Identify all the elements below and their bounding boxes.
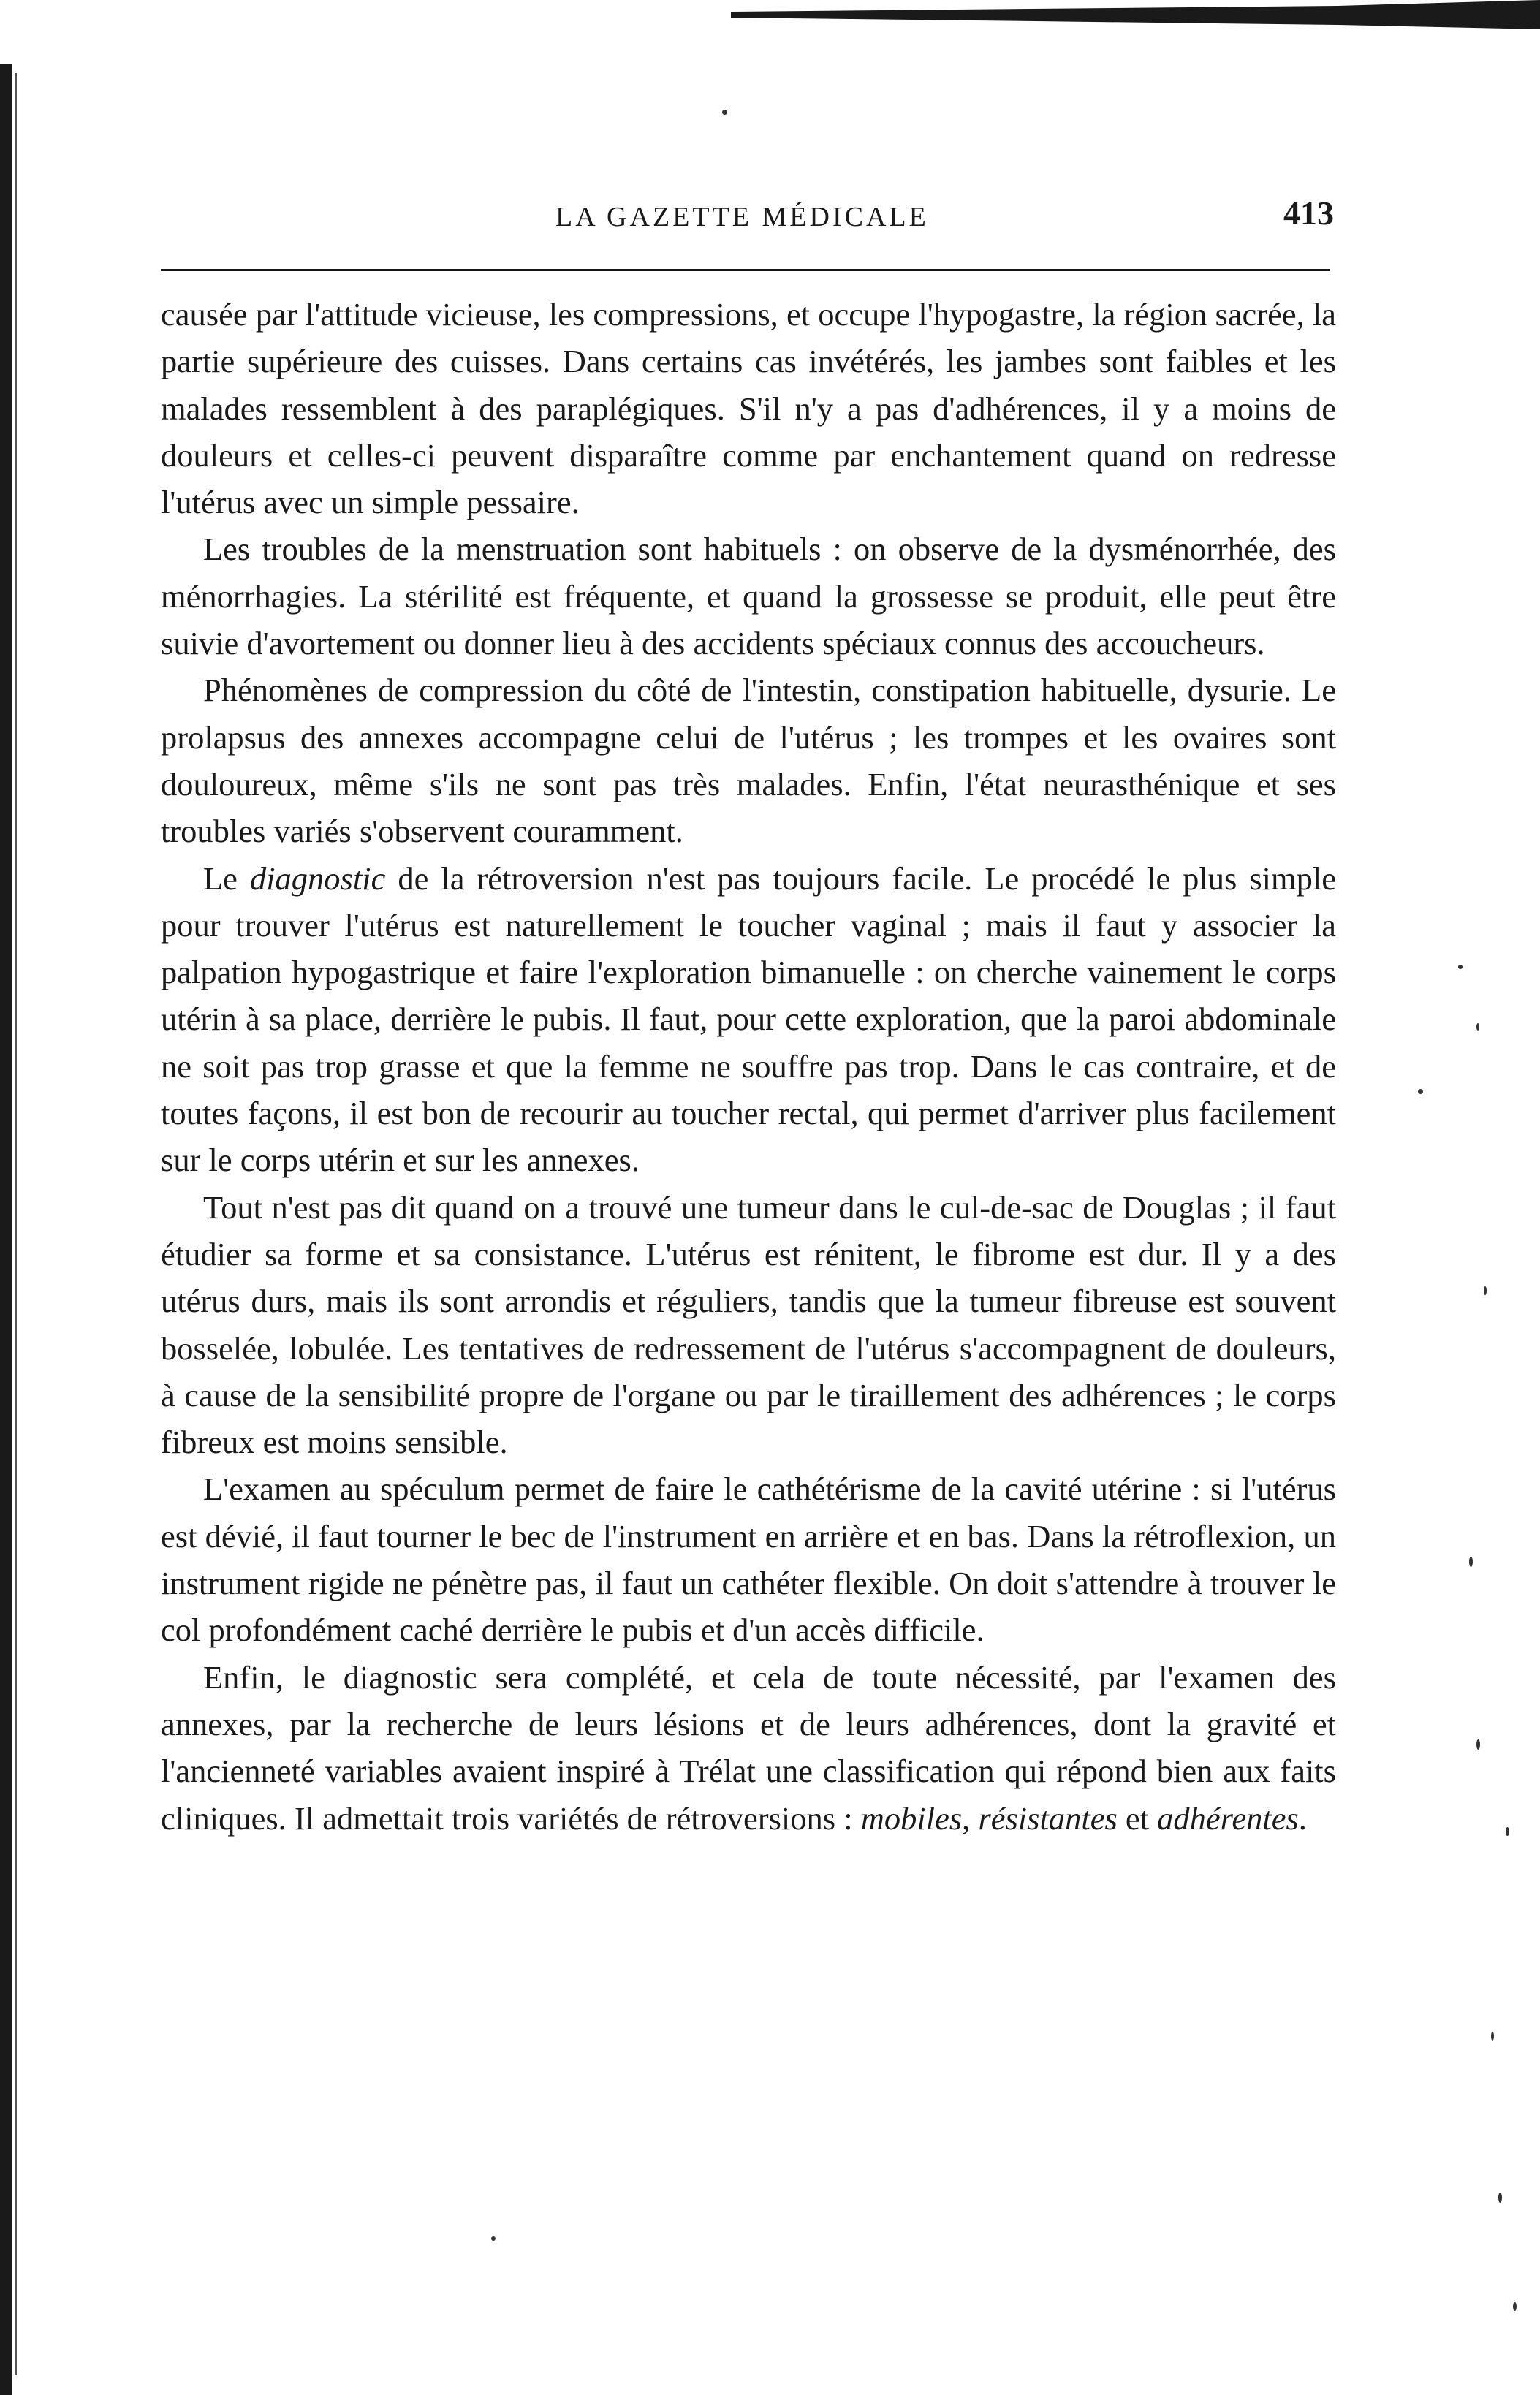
scan-speck — [1506, 1827, 1509, 1836]
paragraph-4-start: Le — [203, 859, 250, 897]
italic-diagnostic: diagnostic — [249, 859, 386, 897]
scan-speck — [1469, 1557, 1473, 1567]
scan-artifact-left-edge — [0, 64, 12, 2395]
italic-adherentes: adhérentes — [1157, 1799, 1299, 1837]
paragraph-7-start: Enfin, le diagnostic sera complété, et cela de toute nécessité, par l'examen des annexes, par la recherche de leurs lésions et de leurs adhérences, dont la gravité et l'ancienneté variables avaient inspiré à Trélat une classification qui répond bien aux faits cliniques. Il admettait trois variétés de rétroversions : — [161, 1658, 1336, 1837]
paragraph-3: Phénomènes de compression du côté de l'intestin, constipation habituelle, dysurie. Le prolapsus des annexes accompagne celui de l'utérus ; les trompes et les ovaires sont douloureux, même s'ils ne sont pas très malades. Enfin, l'état neurasthénique et ses troubles variés s'observent couramment. — [161, 672, 1336, 850]
scan-speck — [1458, 965, 1463, 969]
scan-speck — [1491, 2032, 1494, 2041]
paragraph-5: Tout n'est pas dit quand on a trouvé une tumeur dans le cul-de-sac de Douglas ; il faut étudier sa forme et sa consistance. L'utérus est rénitent, le fibrome est dur. Il y a des utérus durs, mais ils sont arrondis et réguliers, tandis que la tumeur fibreuse est souvent bosselée, lobulée. Les tentatives de redressement de l'utérus s'accompagnent de douleurs, à cause de la sensibilité propre de l'organe ou par le tiraillement des adhérences ; le corps fibreux est moins sensible. — [161, 1188, 1336, 1461]
paragraph-6: L'examen au spéculum permet de faire le cathétérisme de la cavité utérine : si l'utérus est dévié, il faut tourner le bec de l'instrument en arrière et en bas. Dans la rétroflexion, un instrument rigide ne pénètre pas, il faut un cathéter flexible. On doit s'attendre à trouver le col profondément caché derrière le pubis et d'un accès difficile. — [161, 1470, 1336, 1649]
scan-speck — [1513, 2302, 1517, 2311]
header-rule — [161, 269, 1330, 271]
scan-artifact-top-bar — [731, 0, 1540, 29]
italic-resistantes: résistantes — [978, 1799, 1118, 1837]
scan-speck — [1476, 1739, 1480, 1750]
separator-et: et — [1117, 1799, 1158, 1837]
paragraph-2: Les troubles de la menstruation sont habituels : on observe de la dysménorrhée, des ménorrhagies. La stérilité est fréquente, et quand la grossesse se produit, elle peut être suivie d'avortement ou donner lieu à des accidents spéciaux connus des accoucheurs. — [161, 531, 1336, 662]
page-header — [161, 194, 1334, 245]
scan-speck — [1484, 1286, 1487, 1295]
italic-mobiles: mobiles — [860, 1799, 963, 1837]
separator-comma: , — [962, 1799, 979, 1837]
scan-speck — [1418, 1089, 1423, 1094]
scan-speck — [1498, 2193, 1502, 2203]
scan-artifact-left-line — [15, 73, 17, 2375]
scan-speck — [491, 2236, 496, 2241]
paragraph-1: causée par l'attitude vicieuse, les compressions, et occupe l'hypogastre, la région sacrée, la partie supérieure des cuisses. Dans certains cas invétérés, les jambes sont faibles et les malades ressemblent à des paraplégiques. S'il n'y a pas d'adhérences, il y a moins de douleurs et celles-ci peuvent disparaître comme par enchantement quand on redresse l'utérus avec un simple pessaire. — [161, 296, 1336, 521]
paragraph-7 — [161, 1654, 1336, 1842]
running-title: LA GAZETTE MÉDICALE — [555, 202, 929, 232]
final-period: . — [1298, 1799, 1307, 1837]
page-number: 413 — [1283, 194, 1334, 232]
scan-speck — [1476, 1023, 1479, 1031]
scan-speck — [722, 110, 727, 115]
paragraph-4 — [161, 855, 1336, 1184]
paragraph-4-rest: de la rétroversion n'est pas toujours facile. Le procédé le plus simple pour trouver l'utérus est naturellement le toucher vaginal ; mais il faut y associer la palpation hypogastrique et faire l'exploration bimanuelle : on cherche vainement le corps utérin à sa place, derrière le pubis. Il faut, pour cette exploration, que la paroi abdominale ne soit pas trop grasse et que la femme ne souffre pas trop. Dans le cas contraire, et de toutes façons, il est bon de recourir au toucher rectal, qui permet d'arriver plus facilement sur le corps utérin et sur les annexes. — [161, 859, 1336, 1179]
body-text — [161, 291, 1336, 1842]
